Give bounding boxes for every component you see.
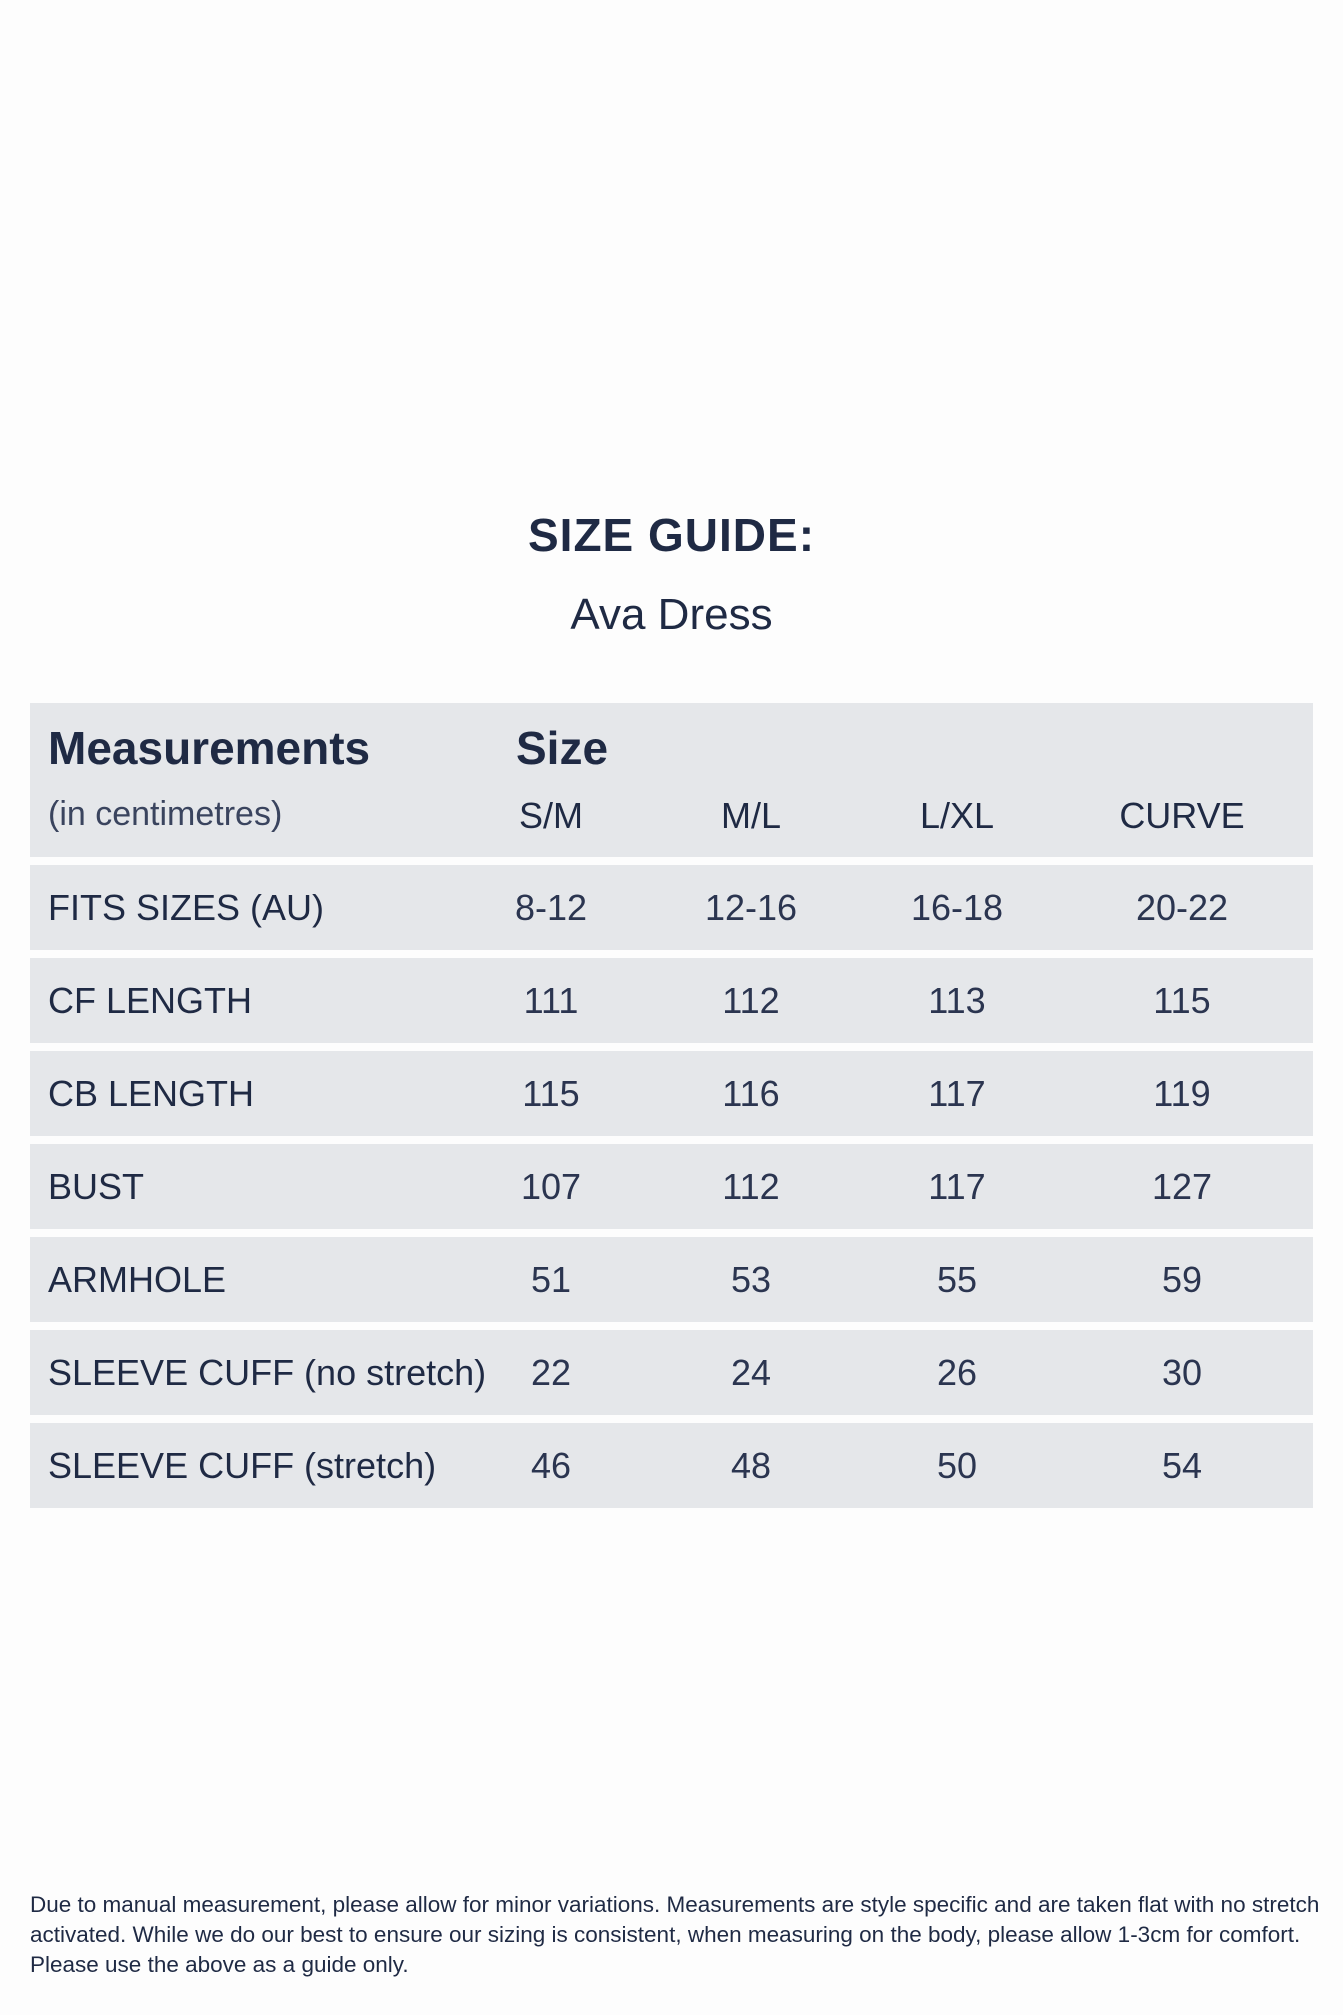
table-cell: 59 xyxy=(1161,1258,1203,1300)
table-row xyxy=(30,958,1313,1043)
product-name: Ava Dress xyxy=(570,590,773,639)
table-cell: 117 xyxy=(928,1165,986,1207)
size-heading: Size xyxy=(516,722,609,774)
table-cell: 107 xyxy=(520,1165,582,1207)
table-cell: 127 xyxy=(1151,1165,1213,1207)
table-cell: 22 xyxy=(530,1351,572,1393)
table-row xyxy=(30,1144,1313,1229)
table-cell: 26 xyxy=(936,1351,978,1393)
row-label: CF LENGTH xyxy=(48,979,253,1021)
disclaimer-text: Due to manual measurement, please allow for minor variations. Measurements are style specific and are taken flat with no stretch activated. While we do our best to ensure our sizing is consistent, when measuring on the body, please allow 1-3cm for comfort. Please use the above as a guide only. xyxy=(30,1892,1320,1977)
table-cell: 8-12 xyxy=(514,886,588,928)
size-guide-table xyxy=(30,703,1313,1516)
table-row xyxy=(30,1051,1313,1136)
table-cell: 119 xyxy=(1153,1072,1211,1114)
row-label: ARMHOLE xyxy=(48,1258,227,1300)
column-header-curve: CURVE xyxy=(1119,795,1245,836)
table-cell: 116 xyxy=(722,1072,780,1114)
column-header-sm: S/M xyxy=(518,795,584,836)
table-cell: 113 xyxy=(928,979,986,1021)
table-cell: 16-18 xyxy=(910,886,1004,928)
table-header-row xyxy=(30,703,1313,857)
row-label: BUST xyxy=(48,1165,145,1207)
row-label: FITS SIZES (AU) xyxy=(48,886,325,928)
column-header-ml: M/L xyxy=(720,795,782,836)
measurements-heading: Measurements xyxy=(48,722,371,774)
table-cell: 12-16 xyxy=(704,886,798,928)
table-row xyxy=(30,1330,1313,1415)
table-row xyxy=(30,1237,1313,1322)
table-cell: 55 xyxy=(936,1258,978,1300)
table-cell: 117 xyxy=(928,1072,986,1114)
table-cell: 46 xyxy=(530,1444,572,1486)
page-title: SIZE GUIDE: xyxy=(527,509,816,561)
row-label: SLEEVE CUFF (no stretch) xyxy=(48,1351,487,1393)
units-label: (in centimetres) xyxy=(48,795,283,833)
table-cell: 48 xyxy=(730,1444,772,1486)
table-cell: 115 xyxy=(522,1072,580,1114)
table-cell: 111 xyxy=(523,979,579,1021)
table-cell: 112 xyxy=(722,979,780,1021)
row-label: CB LENGTH xyxy=(48,1072,255,1114)
table-cell: 51 xyxy=(530,1258,572,1300)
table-cell: 50 xyxy=(936,1444,978,1486)
table-cell: 54 xyxy=(1161,1444,1203,1486)
table-cell: 24 xyxy=(730,1351,772,1393)
column-header-lxl: L/XL xyxy=(919,795,995,836)
table-cell: 20-22 xyxy=(1135,886,1229,928)
table-row xyxy=(30,865,1313,950)
table-cell: 115 xyxy=(1153,979,1211,1021)
row-label: SLEEVE CUFF (stretch) xyxy=(48,1444,437,1486)
table-cell: 112 xyxy=(722,1165,780,1207)
table-cell: 53 xyxy=(730,1258,772,1300)
table-cell: 30 xyxy=(1161,1351,1203,1393)
table-row xyxy=(30,1423,1313,1508)
